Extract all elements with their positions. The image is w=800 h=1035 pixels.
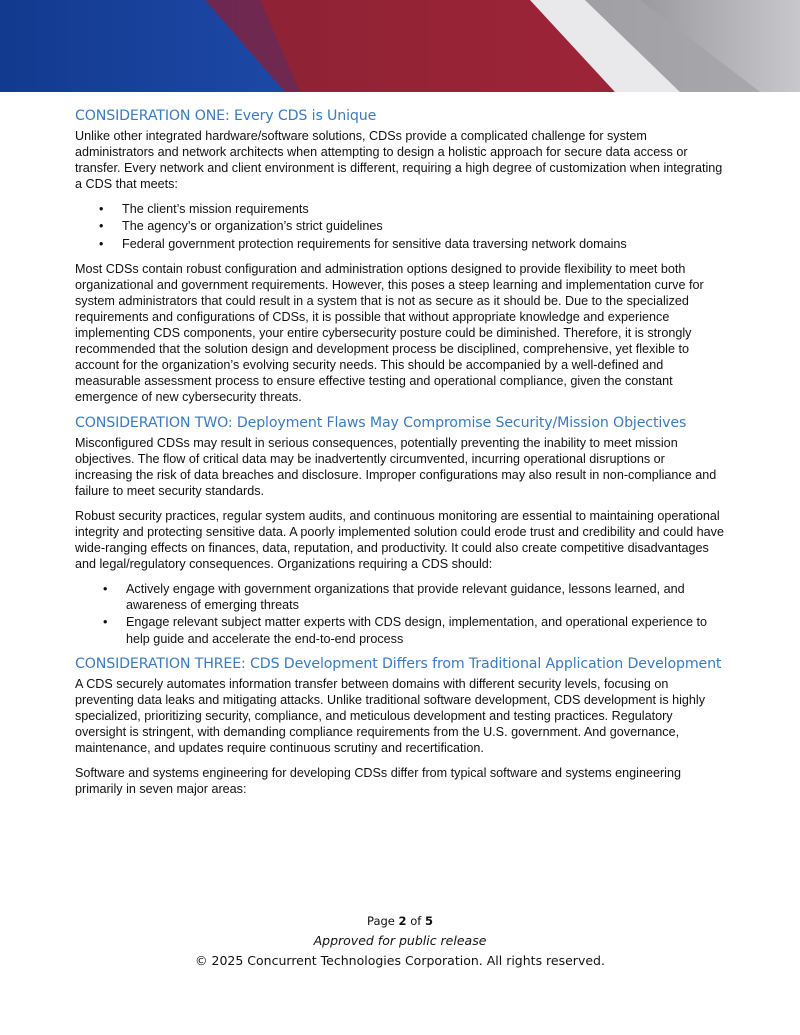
page-footer [0,912,800,971]
page-total: 5 [424,914,433,928]
page-label: Page [367,914,395,928]
page-number [0,912,800,930]
list-item: • Engage relevant subject matter experts with CDS design, implementation, and operational experience to help guide and accelerate the end-to-end process [126,614,725,646]
paragraph: Software and systems engineering for developing CDSs differ from typical software and systems engineering primarily in seven major areas: [75,766,681,797]
list-item: • The client’s mission requirements [122,201,725,217]
copyright-notice: © 2025 Concurrent Technologies Corporation. All rights reserved. [195,953,605,968]
document-body [75,108,725,806]
paragraph: Unlike other integrated hardware/software solutions, CDSs provide a complicated challenge for system administrators and network architects when attempting to design a holistic approach for secure data access or transfer. Every network and client environment is different, requiring a high degree of customization when integrating a CDS that meets: [75,129,723,192]
bullet-list [75,201,725,251]
paragraph: A CDS securely automates information transfer between domains with different security levels, focusing on preventing data leaks and mitigating attacks. Unlike traditional software development, CDS development is highly specialized, prioritizing security, compliance, and meticulous development and testing practices. Regulatory oversight is stringent, with demanding compliance requirements from the U.S. government. And governance, maintenance, and updates require continuous scrutiny and recertification. [75,676,706,755]
section-heading: CONSIDERATION THREE: CDS Development Differs from Traditional Application Development [75,655,722,672]
section-heading: CONSIDERATION ONE: Every CDS is Unique [75,108,377,124]
section-heading: CONSIDERATION TWO: Deployment Flaws May Compromise Security/Mission Objectives [75,414,687,431]
list-item: • The agency’s or organization’s strict guidelines [122,218,725,234]
paragraph: Robust security practices, regular system audits, and continuous monitoring are essential to maintaining operational integrity and protecting sensitive data. A poorly implemented solution could erode trust and credibility and could have wide-ranging effects on finances, data, reputation, and productivity. It could also create competitive disadvantages and legal/regulatory consequences. Organizations requiring a CDS should: [75,508,724,572]
page-of: of [410,914,422,928]
release-notice: Approved for public release [313,933,487,948]
paragraph: Misconfigured CDSs may result in serious consequences, potentially preventing the inability to meet mission objectives. The flow of critical data may be inadvertently circumvented, incurring operational disruptions or increasing the risk of data breaches and disclosure. Improper configurations may also result in non-compliance and failure to meet security standards. [75,435,717,498]
header-banner [0,0,800,92]
list-item: • Actively engage with government organizations that provide relevant guidance, lessons learned, and awareness of emerging threats [126,581,725,613]
paragraph: Most CDSs contain robust configuration and administration options designed to provide flexibility to meet both organizational and government requirements. However, this poses a steep learning and implementation curve for system administrators that could result in a system that is not as secure as it should be. Due to the specialized requirements and configurations of CDSs, it is possible that without appropriate knowledge and experience implementing CDS components, your entire cybersecurity posture could be diminished. Therefore, it is strongly recommended that the solution design and development process be disciplined, comprehensive, yet flexible to account for the organization’s evolving security needs. This should be accompanied by a well-defined and measurable assessment process to ensure effective testing and operational compliance, given the constant emergence of new cybersecurity threats. [75,261,704,405]
page-current: 2 [398,914,407,928]
bullet-list [75,581,725,646]
list-item: • Federal government protection requirements for sensitive data traversing network domains [122,236,725,252]
